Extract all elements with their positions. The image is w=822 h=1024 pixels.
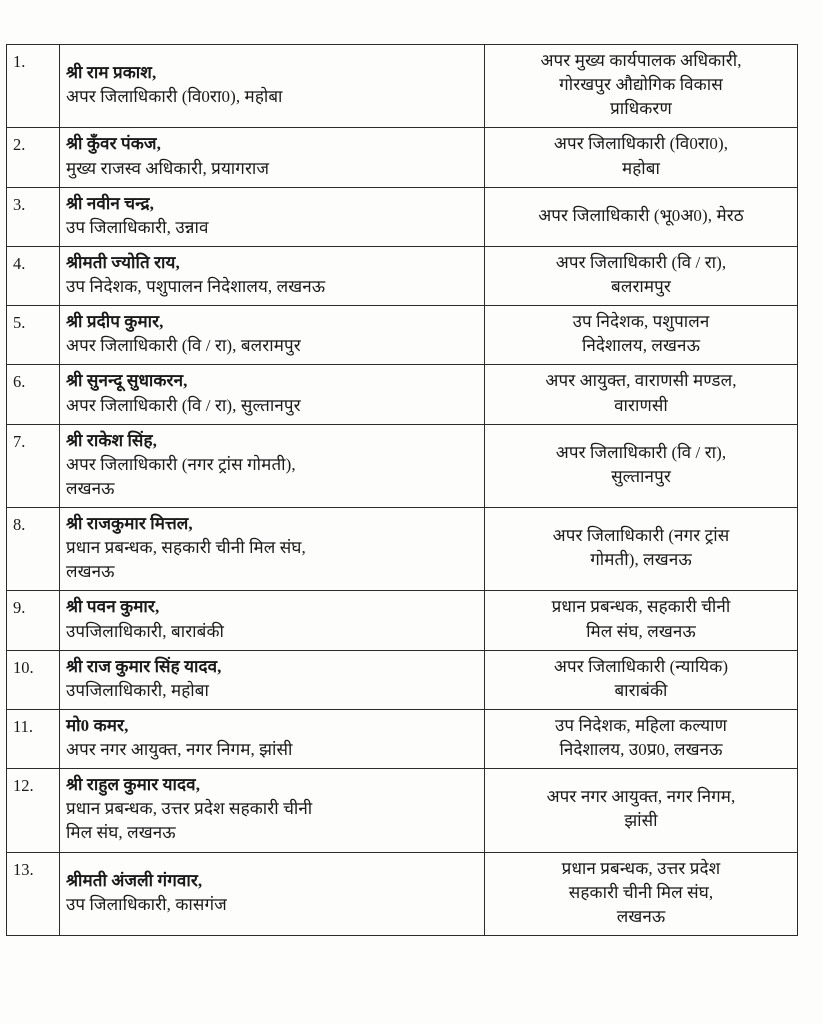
row-current-posting: श्री राम प्रकाश, अपर जिलाधिकारी (वि0रा0), महोबा <box>60 45 485 128</box>
row-serial-number: 4. <box>7 246 60 305</box>
row-current-posting: श्री राकेश सिंह, अपर जिलाधिकारी (नगर ट्रांस गोमती), लखनऊ <box>60 424 485 507</box>
table-row <box>7 508 798 591</box>
row-serial-number: 2. <box>7 128 60 187</box>
row-current-posting: मो0 कमर, अपर नगर आयुक्त, नगर निगम, झांसी <box>60 709 485 768</box>
page-bottom-margin <box>0 960 822 1024</box>
row-serial-number: 13. <box>7 852 60 935</box>
row-serial-number: 3. <box>7 187 60 246</box>
row-current-posting: श्री राज कुमार सिंह यादव, उपजिलाधिकारी, महोबा <box>60 650 485 709</box>
table-row <box>7 424 798 507</box>
table-row <box>7 246 798 305</box>
row-new-posting: अपर जिलाधिकारी (न्यायिक) बाराबंकी <box>485 650 798 709</box>
row-serial-number: 11. <box>7 709 60 768</box>
row-serial-number: 5. <box>7 306 60 365</box>
table-row <box>7 852 798 935</box>
row-new-posting: अपर जिलाधिकारी (वि / रा), बलरामपुर <box>485 246 798 305</box>
table-row <box>7 769 798 852</box>
table-row <box>7 365 798 424</box>
row-current-posting: श्री सुनन्दू सुधाकरन, अपर जिलाधिकारी (वि / रा), सुल्तानपुर <box>60 365 485 424</box>
row-current-posting: श्रीमती ज्योति राय, उप निदेशक, पशुपालन निदेशालय, लखनऊ <box>60 246 485 305</box>
table-row <box>7 306 798 365</box>
table-row <box>7 650 798 709</box>
row-new-posting: अपर नगर आयुक्त, नगर निगम, झांसी <box>485 769 798 852</box>
row-new-posting: अपर जिलाधिकारी (वि / रा), सुल्तानपुर <box>485 424 798 507</box>
table-row <box>7 45 798 128</box>
transfer-list-table <box>6 44 798 936</box>
table-row <box>7 187 798 246</box>
row-serial-number: 1. <box>7 45 60 128</box>
row-new-posting: अपर मुख्य कार्यपालक अधिकारी, गोरखपुर औद्योगिक विकास प्राधिकरण <box>485 45 798 128</box>
table-row <box>7 591 798 650</box>
row-current-posting: श्री राहुल कुमार यादव, प्रधान प्रबन्धक, उत्तर प्रदेश सहकारी चीनी मिल संघ, लखनऊ <box>60 769 485 852</box>
row-current-posting: श्रीमती अंजली गंगवार, उप जिलाधिकारी, कासगंज <box>60 852 485 935</box>
table-row <box>7 128 798 187</box>
row-new-posting: अपर जिलाधिकारी (भू0अ0), मेरठ <box>485 187 798 246</box>
row-new-posting: प्रधान प्रबन्धक, सहकारी चीनी मिल संघ, लखनऊ <box>485 591 798 650</box>
table-row <box>7 709 798 768</box>
row-current-posting: श्री नवीन चन्द्र, उप जिलाधिकारी, उन्नाव <box>60 187 485 246</box>
table-body <box>7 45 798 936</box>
row-serial-number: 7. <box>7 424 60 507</box>
row-new-posting: उप निदेशक, पशुपालन निदेशालय, लखनऊ <box>485 306 798 365</box>
row-serial-number: 10. <box>7 650 60 709</box>
row-serial-number: 12. <box>7 769 60 852</box>
row-new-posting: अपर जिलाधिकारी (वि0रा0), महोबा <box>485 128 798 187</box>
row-current-posting: श्री कुँवर पंकज, मुख्य राजस्व अधिकारी, प्रयागराज <box>60 128 485 187</box>
row-new-posting: प्रधान प्रबन्धक, उत्तर प्रदेश सहकारी चीनी मिल संघ, लखनऊ <box>485 852 798 935</box>
row-serial-number: 6. <box>7 365 60 424</box>
row-current-posting: श्री प्रदीप कुमार, अपर जिलाधिकारी (वि / रा), बलरामपुर <box>60 306 485 365</box>
row-serial-number: 8. <box>7 508 60 591</box>
row-current-posting: श्री राजकुमार मित्तल, प्रधान प्रबन्धक, सहकारी चीनी मिल संघ, लखनऊ <box>60 508 485 591</box>
row-serial-number: 9. <box>7 591 60 650</box>
row-new-posting: अपर आयुक्त, वाराणसी मण्डल, वाराणसी <box>485 365 798 424</box>
row-current-posting: श्री पवन कुमार, उपजिलाधिकारी, बाराबंकी <box>60 591 485 650</box>
row-new-posting: उप निदेशक, महिला कल्याण निदेशालय, उ0प्र0, लखनऊ <box>485 709 798 768</box>
row-new-posting: अपर जिलाधिकारी (नगर ट्रांस गोमती), लखनऊ <box>485 508 798 591</box>
